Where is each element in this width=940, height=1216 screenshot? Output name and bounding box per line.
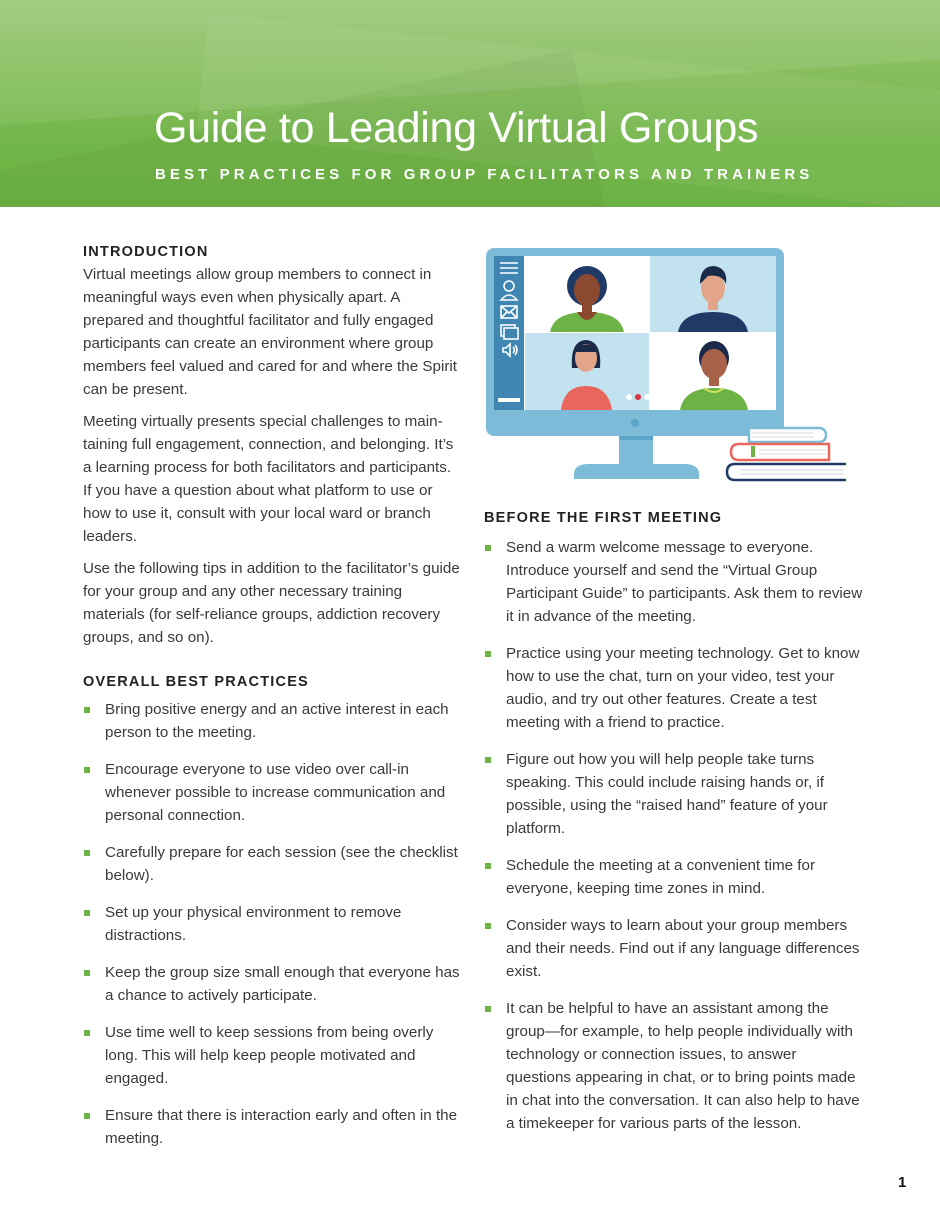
list-item: [83, 901, 463, 947]
list-item: [484, 854, 864, 900]
page-number: 1: [898, 1174, 907, 1191]
bullet-square-icon: [84, 970, 90, 976]
list-item: [83, 1104, 463, 1150]
list-item-text: Bring positive energy and an active interest in each person to the meeting.: [105, 701, 449, 741]
list-item-text: Practice using your meeting technology. Get to know how to use the chat, turn on your video, test your audio, and try out other features. Create a test meeting with a friend to practice.: [506, 645, 860, 731]
bullet-square-icon: [84, 1030, 90, 1036]
list-item-text: Set up your physical environment to remove distractions.: [105, 904, 402, 944]
bullet-square-icon: [84, 910, 90, 916]
list-item: [484, 642, 864, 734]
list-item-text: Figure out how you will help people take turns speaking. This could include raising hands or, if possible, using the “raised hand” feature of your platform.: [506, 751, 828, 837]
intro-paragraph: Virtual meetings allow group members to connect in meaningful ways even when physically apart. A prepared and thoughtful facilitator and fully engaged participants can create an environment where group members feel valued and cared for and where the Spirit can be present.: [83, 266, 457, 398]
right-column: [484, 510, 864, 1149]
list-item-text: It can be helpful to have an assistant among the group—for example, to help people individually with technology or connection issues, to answer questions appearing in chat, or to bring points made in chat into the conversation. It can also help to have a timekeeper for various parts of the lesson.: [506, 1000, 860, 1132]
overall-best-practices-heading: OVERALL BEST PRACTICES: [83, 674, 309, 690]
introduction-heading: INTRODUCTION: [83, 244, 209, 260]
bullet-square-icon: [84, 1113, 90, 1119]
left-column: [83, 244, 463, 1164]
bullet-square-icon: [84, 850, 90, 856]
header-banner: [0, 0, 940, 207]
video-icon: [644, 394, 650, 400]
list-item-text: Ensure that there is interaction early and often in the meeting.: [105, 1107, 458, 1147]
bullet-square-icon: [485, 1006, 491, 1012]
hang-up-icon: [635, 394, 641, 400]
list-item: [484, 997, 864, 1135]
list-item-text: Schedule the meeting at a convenient time for everyone, keeping time zones in mind.: [506, 857, 816, 897]
list-item-text: Send a warm welcome message to everyone. Introduce yourself and send the “Virtual Group Participant Guide” to participants. Ask them to review it in advance of the meeting.: [506, 539, 863, 625]
list-item-text: Use time well to keep sessions from being overly long. This will help keep people motivated and engaged.: [105, 1024, 434, 1087]
intro-paragraph: Meeting virtually presents special challenges to maintaining full engagement, connection, and belonging. It’s a learning process for both facilitators and participants. If you have a question about what platform to use or how to use it, consult with your local ward or branch leaders.: [83, 413, 454, 545]
bullet-square-icon: [84, 707, 90, 713]
bullet-square-icon: [485, 545, 491, 551]
before-first-meeting-heading: BEFORE THE FIRST MEETING: [484, 510, 723, 526]
mic-icon: [626, 394, 632, 400]
page-subtitle: BEST PRACTICES FOR GROUP FACILITATORS AND TRAINERS: [155, 166, 814, 183]
list-item: [83, 698, 463, 744]
list-item-text: Keep the group size small enough that everyone has a chance to actively participate.: [105, 964, 460, 1004]
list-item-text: Consider ways to learn about your group members and their needs. Find out if any language differences exist.: [506, 917, 860, 980]
bullet-square-icon: [485, 863, 491, 869]
list-item-text: Carefully prepare for each session (see the checklist below).: [105, 844, 458, 884]
bullet-square-icon: [485, 757, 491, 763]
list-item-text: Encourage everyone to use video over call-in whenever possible to increase communication and personal connection.: [105, 761, 446, 824]
list-item: [484, 748, 864, 840]
list-item: [83, 961, 463, 1007]
intro-paragraph: Use the following tips in addition to the facilitator’s guide for your group and any other necessary training materials (for self-reliance groups, addiction recovery groups, and so on).: [83, 560, 460, 646]
bullet-square-icon: [485, 923, 491, 929]
page-title: Guide to Leading Virtual Groups: [154, 104, 759, 152]
overall-best-practices-list: [83, 698, 463, 1150]
list-item: [484, 536, 864, 628]
video-call-illustration: [484, 246, 846, 486]
bullet-square-icon: [485, 651, 491, 657]
list-item: [83, 1021, 463, 1090]
bullet-square-icon: [84, 767, 90, 773]
list-item: [484, 914, 864, 983]
list-item: [83, 841, 463, 887]
list-item: [83, 758, 463, 827]
before-first-meeting-list: [484, 536, 864, 1135]
